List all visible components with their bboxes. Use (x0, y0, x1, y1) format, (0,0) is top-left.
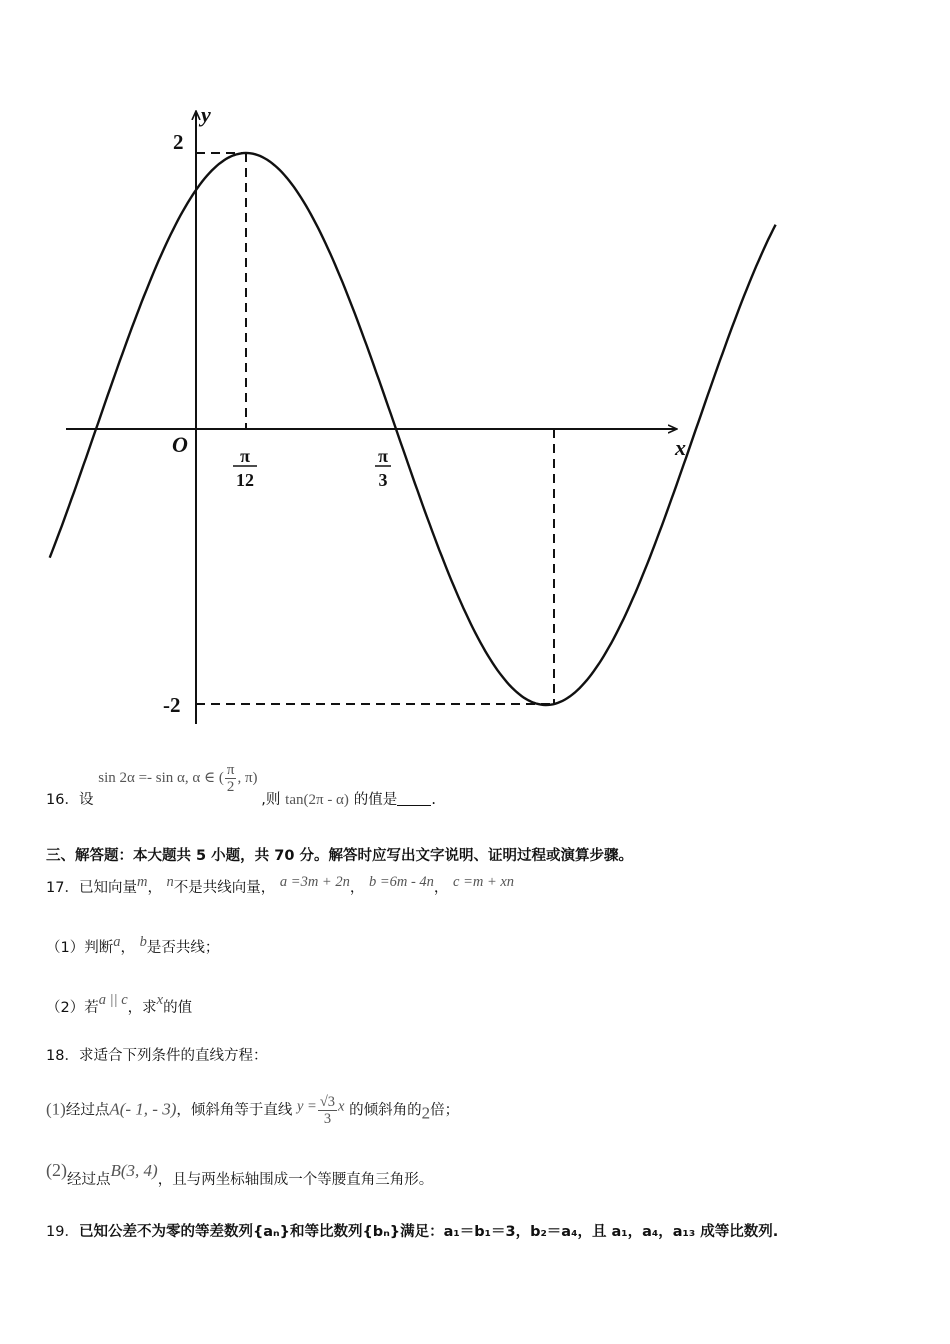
svg-text:π: π (378, 446, 388, 466)
answer-blank[interactable] (397, 791, 431, 806)
question-18-title: 18．求适合下列条件的直线方程： (46, 1048, 268, 1064)
svg-text:π: π (240, 446, 250, 466)
svg-text:3: 3 (378, 470, 388, 490)
question-16: 16．设 sin 2α =- sin α, α ∈ ( $\frac{\pi}{2}$ , π) ,则 tan(2π - α) 的值是 . (46, 762, 436, 808)
y-axis-label: y (201, 102, 211, 127)
question-18-part-1: (1)经过点A(- 1, - 3)，倾斜角等于直线 y = $\frac{√3}{3}$ x 的倾斜角的2倍； (46, 1094, 460, 1127)
q16-expression-1: sin 2α =- sin α, α ∈ ( $\frac{\pi}{2}$ , π) (98, 762, 258, 795)
section-3-heading: 三、解答题：本大题共 5 小题，共 70 分。解答时应写出文字说明、证明过程或演算步骤。 (46, 848, 633, 864)
x-tick-pi-over-12 (233, 446, 257, 490)
origin-label: O (172, 432, 188, 457)
question-17-part-1: （1）判断a， b是否共线； (46, 934, 220, 956)
question-18-part-2: (2)经过点B(3, 4)，且与两坐标轴围成一个等腰直角三角形。 (46, 1160, 434, 1188)
question-17: 17．已知向量m， n不是共线向量， a =3m + 2n， b =6m - 4n， c =m + xn (46, 874, 515, 896)
x-tick-pi-over-3 (375, 446, 391, 490)
x-axis-label: x (675, 435, 686, 460)
y-max-label: 2 (173, 130, 184, 154)
question-17-part-2: （2）若a || c，求x的值 (46, 992, 193, 1016)
svg-text:12: 12 (236, 470, 254, 490)
q16-expression-2: tan(2π - α) (285, 791, 349, 808)
y-min-label: -2 (163, 693, 181, 717)
question-19: 19．已知公差不为零的等差数列{aₙ}和等比数列{bₙ}满足：a₁＝b₁＝3，b₂＝a₄，且 a₁，a₄，a₁₃ 成等比数列. (46, 1224, 779, 1240)
